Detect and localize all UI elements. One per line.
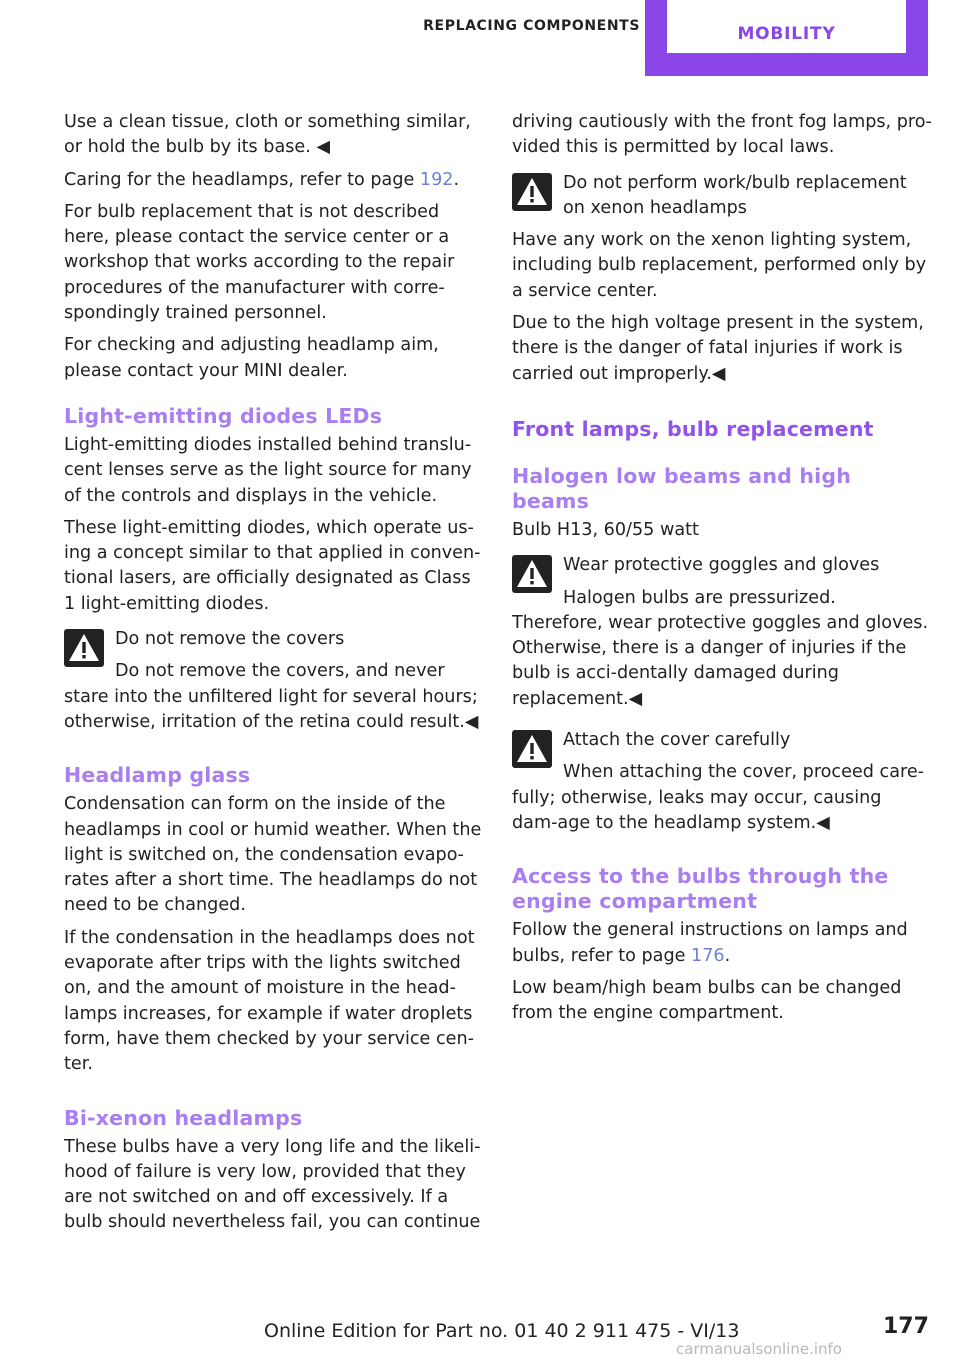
warning-icon (512, 173, 552, 211)
watermark: carmanualsonline.info (676, 1340, 842, 1358)
page-number: 177 (883, 1314, 929, 1339)
warning-body: When attaching the cover, proceed care‐fully; otherwise, leaks may occur, causing dam‐age to the headlamp system.◀ (512, 762, 924, 833)
right-column (512, 110, 932, 1033)
end-marker: ◀ (628, 688, 643, 709)
footer-edition: Online Edition for Part no. 01 40 2 911 475 - VI/13 (264, 1320, 740, 1342)
warning-title: Do not perform work/bulb replacement on xenon headlamps (563, 172, 907, 218)
warning-title: Do not remove the covers (115, 629, 345, 650)
paragraph: driving cautiously with the front fog lamps, pro‐vided this is permitted by local laws. (512, 112, 932, 158)
paragraph: These bulbs have a very long life and the likeli‐hood of failure is very low, provided that they are not switched on and off excessively. If a bulb should nevertheless fail, you can continue (64, 1136, 481, 1233)
warning-icon (64, 629, 104, 667)
heading-front-lamps: Front lamps, bulb replacement (512, 416, 874, 441)
paragraph: Due to the high voltage present in the system, there is the danger of fatal injuries if work is carried out improperly.◀ (512, 313, 924, 384)
warning-box (512, 728, 932, 836)
warning-box (512, 553, 932, 712)
paragraph: Condensation can form on the inside of the headlamps in cool or humid weather. When the light is switched on, the condensation evapo‐rates after a short time. The headlamps do not need to be changed. (64, 794, 482, 916)
paragraph: Follow the general instructions on lamps and bulbs, refer to page 176. (512, 920, 908, 966)
paragraph: If the condensation in the headlamps does not evaporate after trips with the lights switched on, and the amount of moisture in the head‐lamps increases, for example if water droplets form, have them checked by your service cen‐ter. (64, 927, 475, 1075)
end-marker: ◀ (464, 711, 479, 732)
page-link-176[interactable]: 176 (691, 945, 725, 966)
warning-box (64, 627, 482, 735)
heading-halogen: Halogen low beams and high beams (512, 463, 852, 513)
page-link-192[interactable]: 192 (419, 169, 454, 190)
warning-icon (512, 730, 552, 768)
left-column (64, 110, 482, 1243)
heading-headlamp-glass: Headlamp glass (64, 763, 251, 788)
paragraph: These light-emitting diodes, which operate us‐ing a concept similar to that applied in conven‐tional lasers, are officially designated as Class 1 light-emitting diodes. (64, 517, 481, 614)
chapter-tab (645, 0, 928, 76)
paragraph: Use a clean tissue, cloth or something similar, or hold the bulb by its base. ◀ (64, 112, 471, 158)
paragraph: For bulb replacement that is not described here, please contact the service center or a workshop that works according to the repair procedures of the manufacturer with corre‐spondingly trained personnel. (64, 201, 455, 324)
end-marker: ◀ (816, 812, 830, 833)
warning-box (512, 171, 932, 222)
paragraph: Light-emitting diodes installed behind translu‐cent lenses serve as the light source for many of the controls and displays in the vehicle. (64, 434, 472, 506)
warning-title: Attach the cover carefully (563, 730, 791, 751)
heading-leds: Light-emitting diodes LEDs (64, 403, 383, 428)
heading-access-bulbs: Access to the bulbs through the engine compartment (512, 864, 889, 914)
warning-body: Do not remove the covers, and never stare into the unfiltered light for several hours; otherwise, irritation of the retina could result.◀ (64, 661, 479, 732)
heading-bi-xenon: Bi-xenon headlamps (64, 1105, 303, 1130)
paragraph: Caring for the headlamps, refer to page 192. (64, 169, 460, 190)
warning-body: Halogen bulbs are pressurized. Therefore, wear protective goggles and gloves. Otherwise, there is a danger of injuries if the bulb is acci‐dentally damaged during replacement.◀ (512, 587, 929, 709)
paragraph: Have any work on the xenon lighting system, including bulb replacement, performed only by a service center. (512, 230, 927, 301)
paragraph: Bulb H13, 60/55 watt (512, 519, 699, 540)
paragraph: Low beam/high beam bulbs can be changed from the engine compartment. (512, 977, 902, 1024)
section-title: REPLACING COMPONENTS (423, 18, 640, 34)
warning-icon (512, 555, 552, 593)
warning-title: Wear protective goggles and gloves (563, 555, 880, 576)
end-marker: ◀ (711, 363, 726, 384)
chapter-tab-label: MOBILITY (737, 24, 836, 44)
end-marker: ◀ (316, 137, 330, 158)
paragraph: For checking and adjusting headlamp aim, please contact your MINI dealer. (64, 335, 439, 381)
